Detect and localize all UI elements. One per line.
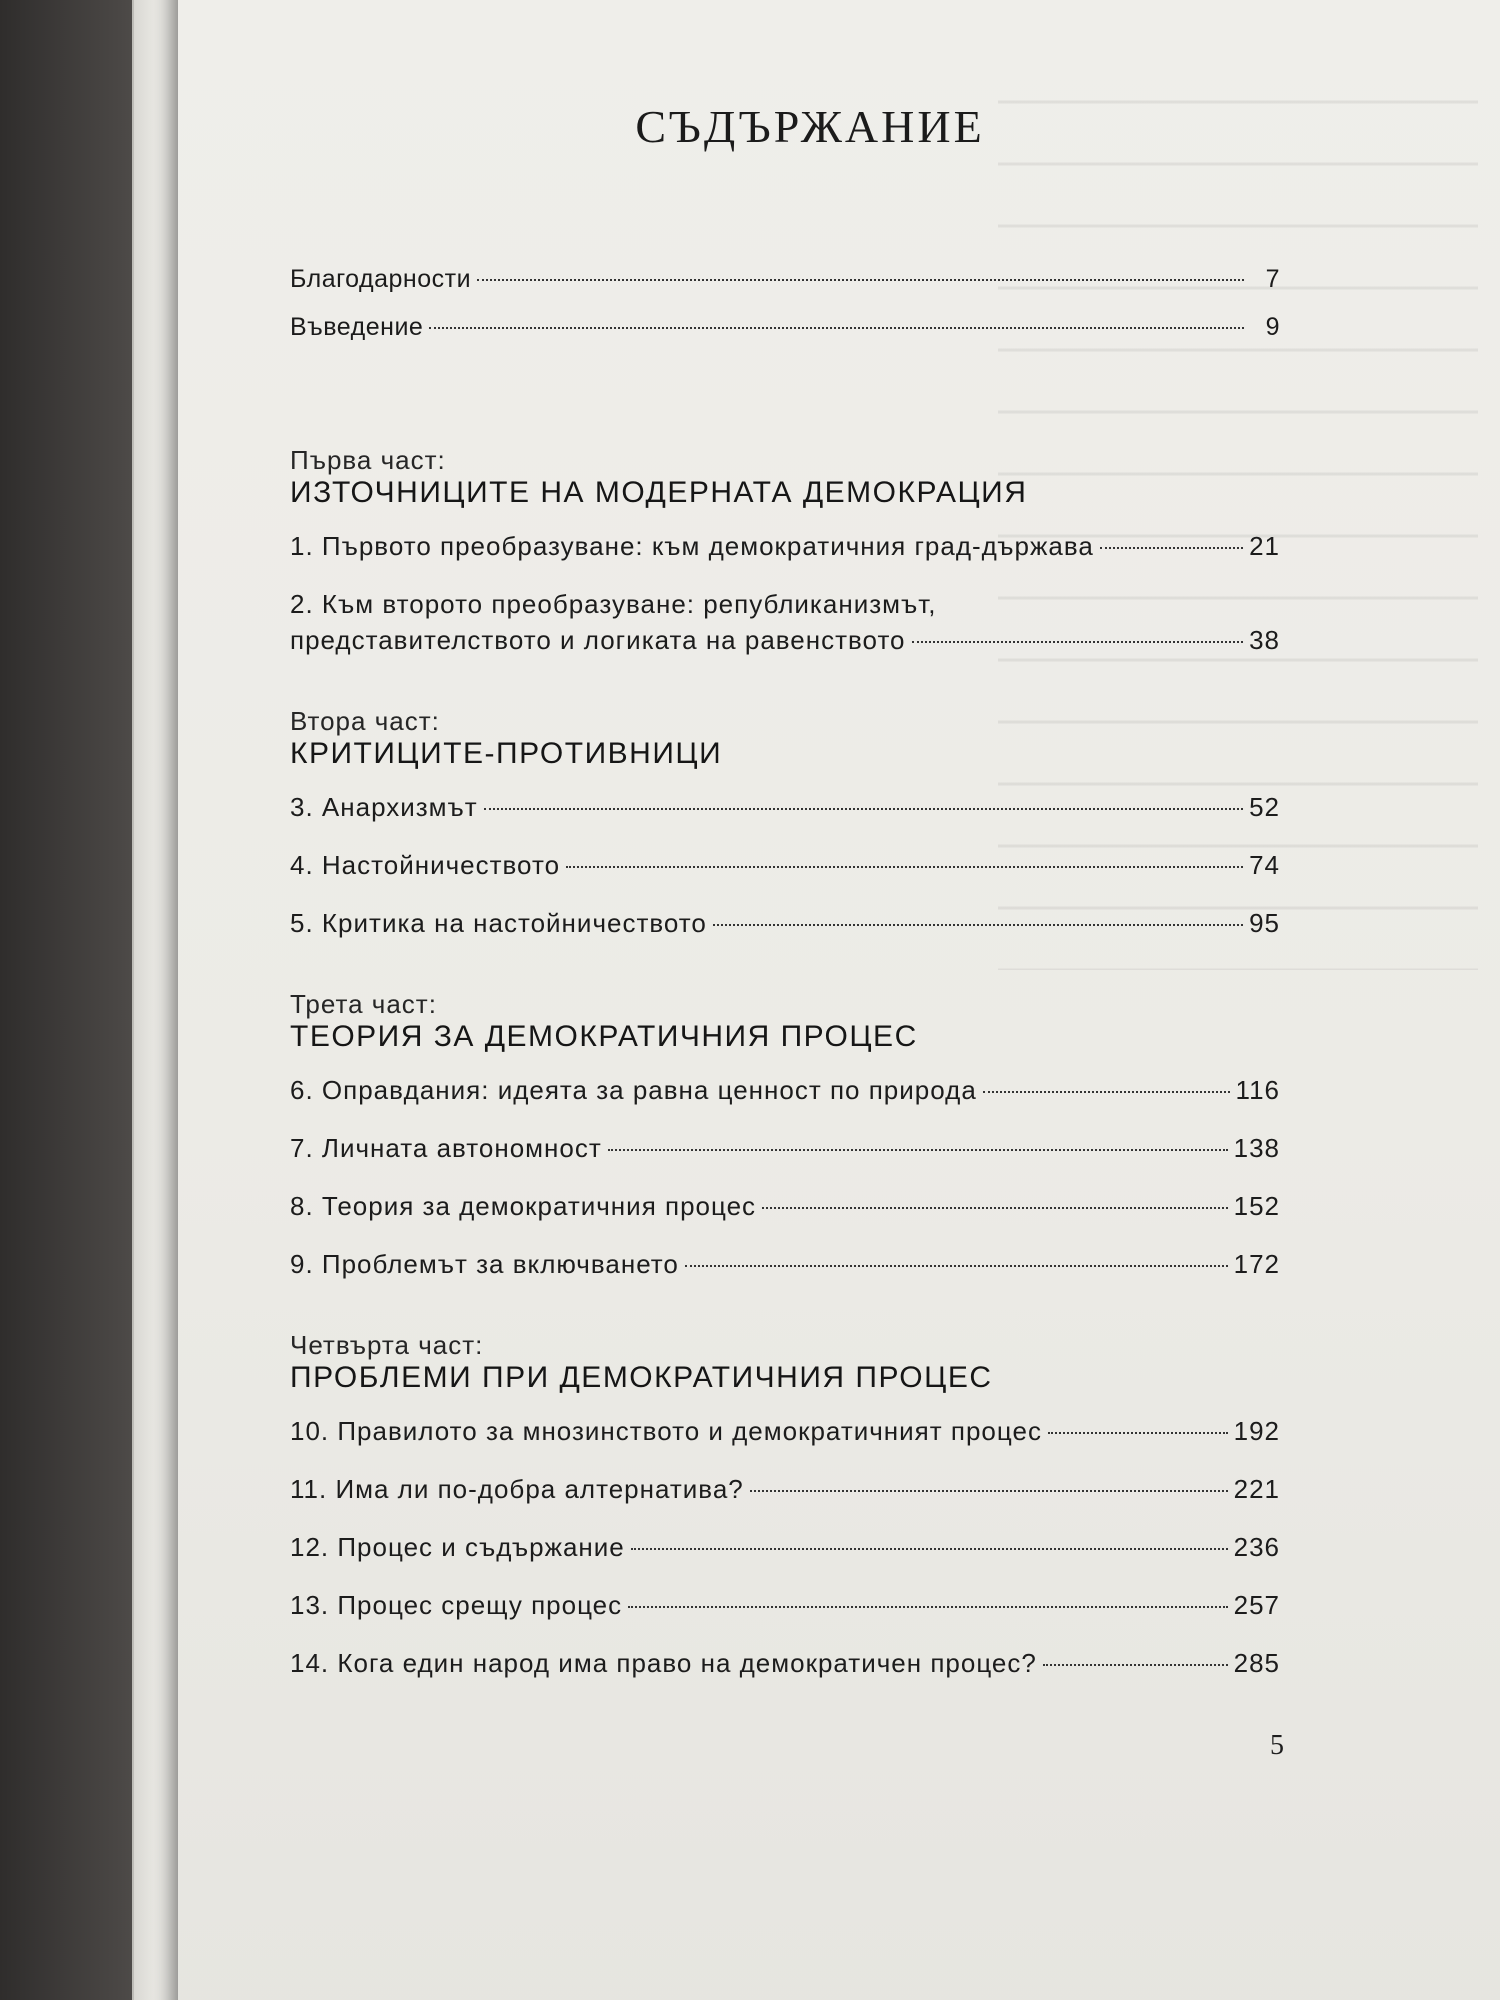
- entry-title: 14. Кога един народ има право на демократичен процес?: [290, 1648, 1037, 1678]
- entry-page: 221: [1233, 1474, 1280, 1504]
- dot-leader: [750, 1490, 1228, 1492]
- entry-title: 3. Анархизмът: [290, 792, 478, 822]
- part-title: ИЗТОЧНИЦИТЕ НА МОДЕРНАТА ДЕМОКРАЦИЯ: [290, 476, 1028, 509]
- toc-entry: [290, 847, 1280, 883]
- entry-page: 95: [1249, 908, 1280, 938]
- dot-leader: [1043, 1664, 1228, 1666]
- entry-page: 192: [1233, 1416, 1280, 1446]
- dot-leader: [912, 641, 1244, 643]
- dot-leader: [631, 1548, 1228, 1550]
- part-label: Първа част:: [290, 445, 446, 475]
- toc-entry: [290, 1188, 1280, 1224]
- toc-entry: [290, 1471, 1280, 1507]
- entry-title: 12. Процес и съдържание: [290, 1532, 625, 1562]
- dot-leader: [685, 1265, 1228, 1267]
- dot-leader: [628, 1606, 1227, 1608]
- entry-page: 52: [1249, 792, 1280, 822]
- part-section: [290, 1330, 1280, 1681]
- toc-entry: [290, 1413, 1280, 1449]
- toc-title: СЪДЪРЖАНИЕ: [635, 101, 985, 152]
- entry-title-line2: представителството и логиката на равенството: [290, 625, 906, 655]
- entry-page: 236: [1233, 1532, 1280, 1562]
- entry-page: 285: [1233, 1648, 1280, 1678]
- dot-leader: [762, 1207, 1228, 1209]
- entry-title: 9. Проблемът за включването: [290, 1249, 679, 1279]
- toc-content: [290, 100, 1280, 1703]
- entry-title: 5. Критика на настойничеството: [290, 908, 707, 938]
- part-label: Четвърта част:: [290, 1330, 484, 1360]
- entry-page: 21: [1249, 531, 1280, 561]
- toc-entry: [290, 528, 1280, 564]
- part-label: Втора част:: [290, 706, 440, 736]
- part-title: КРИТИЦИТЕ-ПРОТИВНИЦИ: [290, 737, 723, 770]
- entry-title: 11. Има ли по-добра алтернатива?: [290, 1474, 744, 1504]
- toc-entry: [290, 1587, 1280, 1623]
- entry-title: Въведение: [290, 313, 424, 341]
- part-section: [290, 989, 1280, 1282]
- part-section: [290, 706, 1280, 941]
- dot-leader: [1048, 1432, 1228, 1434]
- dot-leader: [713, 924, 1243, 926]
- entry-page: 7: [1265, 265, 1280, 293]
- dot-leader: [983, 1091, 1230, 1093]
- toc-entry: [290, 313, 1280, 361]
- page-number: 5: [1270, 1730, 1284, 1761]
- toc-entry: [290, 1072, 1280, 1108]
- dot-leader: [477, 279, 1244, 281]
- front-matter: [290, 265, 1280, 361]
- toc-entry: [290, 905, 1280, 941]
- dot-leader: [608, 1149, 1228, 1151]
- entry-title: 7. Личната автономност: [290, 1133, 602, 1163]
- toc-entry: [290, 1130, 1280, 1166]
- toc-entry: [290, 1645, 1280, 1681]
- dot-leader: [566, 866, 1243, 868]
- toc-entry: [290, 586, 1280, 658]
- entry-page: 74: [1249, 850, 1280, 880]
- part-label: Трета част:: [290, 989, 437, 1019]
- entry-title: 13. Процес срещу процес: [290, 1590, 623, 1620]
- part-title: ТЕОРИЯ ЗА ДЕМОКРАТИЧНИЯ ПРОЦЕС: [290, 1020, 918, 1053]
- dot-leader: [1100, 547, 1243, 549]
- entry-title: Благодарности: [290, 265, 472, 293]
- entry-title: 4. Настойничеството: [290, 850, 561, 880]
- entry-page: 257: [1233, 1590, 1280, 1620]
- entry-title: 6. Оправдания: идеята за равна ценност по природа: [290, 1075, 977, 1105]
- entry-page: 138: [1233, 1133, 1280, 1163]
- toc-entry: [290, 1246, 1280, 1282]
- entry-page: 9: [1265, 313, 1280, 341]
- entry-title: 8. Теория за демократичния процес: [290, 1191, 757, 1221]
- entry-page: 152: [1233, 1191, 1280, 1221]
- entry-page: 116: [1235, 1075, 1280, 1105]
- toc-entry: [290, 1529, 1280, 1565]
- entry-page: 38: [1249, 625, 1280, 655]
- entry-page: 172: [1233, 1249, 1280, 1279]
- toc-entry: [290, 265, 1280, 313]
- part-section: [290, 445, 1280, 658]
- entry-title: 1. Първото преобразуване: към демократичния град-държава: [290, 531, 1094, 561]
- toc-entry: [290, 789, 1280, 825]
- entry-title-line1: 2. Към второто преобразуване: републиканизмът,: [290, 589, 937, 619]
- part-title: ПРОБЛЕМИ ПРИ ДЕМОКРАТИЧНИЯ ПРОЦЕС: [290, 1361, 993, 1394]
- entry-title: 10. Правилото за мнозинството и демократичният процес: [290, 1416, 1042, 1446]
- dot-leader: [429, 327, 1244, 329]
- dot-leader: [484, 808, 1243, 810]
